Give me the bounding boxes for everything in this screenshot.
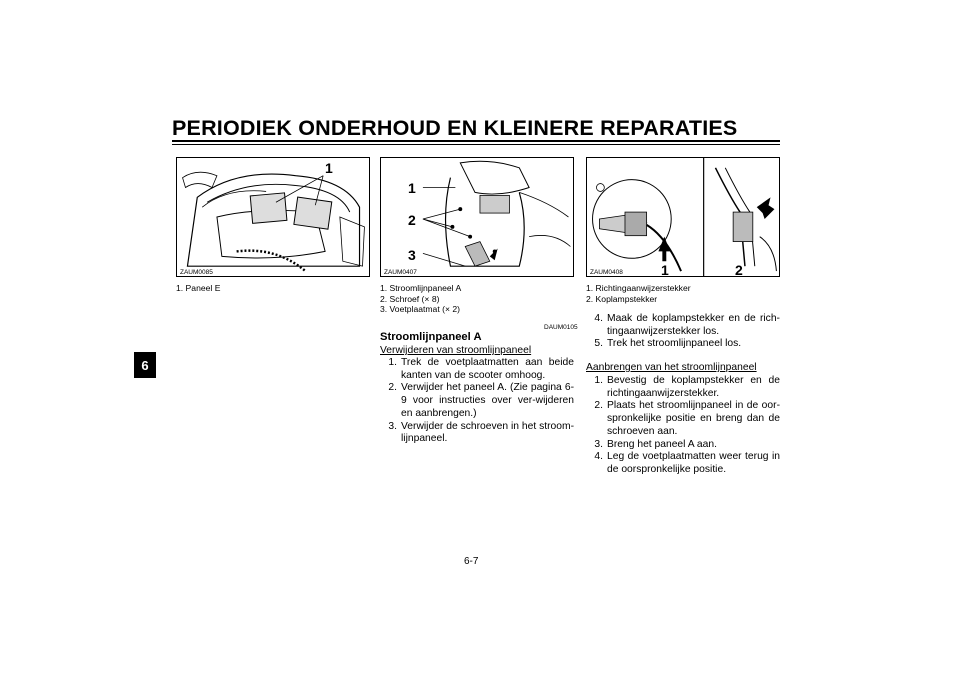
figure-stekkers <box>586 157 780 277</box>
removal-steps-continued <box>586 313 780 351</box>
caption-line: 1. Paneel E <box>176 283 221 293</box>
callout-2: 2 <box>735 262 743 277</box>
paneel-e-illustration <box>177 158 369 276</box>
list-item: 3. Breng het paneel A aan. <box>594 438 717 450</box>
list-item: 3. Verwijder de schroeven in het stroom-lijnpaneel. <box>388 420 574 445</box>
page-number: 6-7 <box>464 556 479 567</box>
list-item: 5. Trek het stroomlijnpaneel los. <box>594 338 742 350</box>
callout-1: 1 <box>325 160 333 176</box>
section-code: DAUM0105 <box>544 324 578 331</box>
callout-1: 1 <box>661 262 669 277</box>
install-steps <box>586 375 780 477</box>
chapter-tab: 6 <box>134 352 156 378</box>
figure-code: ZAUM0408 <box>590 269 623 276</box>
stekkers-illustration <box>587 158 779 276</box>
section-heading: Stroomlijnpaneel A <box>380 331 482 343</box>
figure-code: ZAUM0085 <box>180 269 213 276</box>
figure-code: ZAUM0407 <box>384 269 417 276</box>
title-rule-thin <box>172 144 780 145</box>
figure-stroomlijnpaneel <box>380 157 574 277</box>
callout-1: 1 <box>408 180 416 196</box>
list-item: 2. Verwijder het paneel A. (Zie pagina 6-9 voor instructies over ver-wijderen en aanbrengen.) <box>388 382 574 419</box>
caption-line: 1. Richtingaanwijzerstekker <box>586 283 691 293</box>
figure-caption <box>586 283 691 304</box>
figure-caption <box>176 283 220 294</box>
callout-3: 3 <box>408 247 416 263</box>
caption-line: 2. Schroef (× 8) <box>380 293 440 304</box>
install-title: Aanbrengen van het stroomlijnpaneel <box>586 362 757 373</box>
callout-2: 2 <box>408 212 416 228</box>
page-title: PERIODIEK ONDERHOUD EN KLEINERE REPARATIES <box>172 116 738 140</box>
title-rule <box>172 140 780 142</box>
list-item: 2. Plaats het stroomlijnpaneel in de oor-spronkelijke positie en breng dan de schroeven aan. <box>594 400 780 437</box>
caption-line: 2. Koplampstekker <box>586 293 658 304</box>
figure-paneel-e <box>176 157 370 277</box>
caption-line: 1. Stroomlijnpaneel A <box>380 283 462 293</box>
list-item: 4. Leg de voetplaatmatten weer terug in de oorspronkelijke positie. <box>594 451 780 475</box>
list-item: 1. Trek de voetplaatmatten aan beide kanten van de scooter omhoog. <box>388 357 574 381</box>
list-item: 1. Bevestig de koplampstekker en de richtingaanwijzerstekker. <box>594 375 780 399</box>
figure-caption <box>380 283 461 315</box>
list-item: 4. Maak de koplampstekker en de rich-tingaanwijzerstekker los. <box>594 313 780 337</box>
removal-title: Verwijderen van stroomlijnpaneel <box>380 345 532 356</box>
removal-steps <box>380 357 574 446</box>
caption-line: 3. Voetplaatmat (× 2) <box>380 304 461 314</box>
